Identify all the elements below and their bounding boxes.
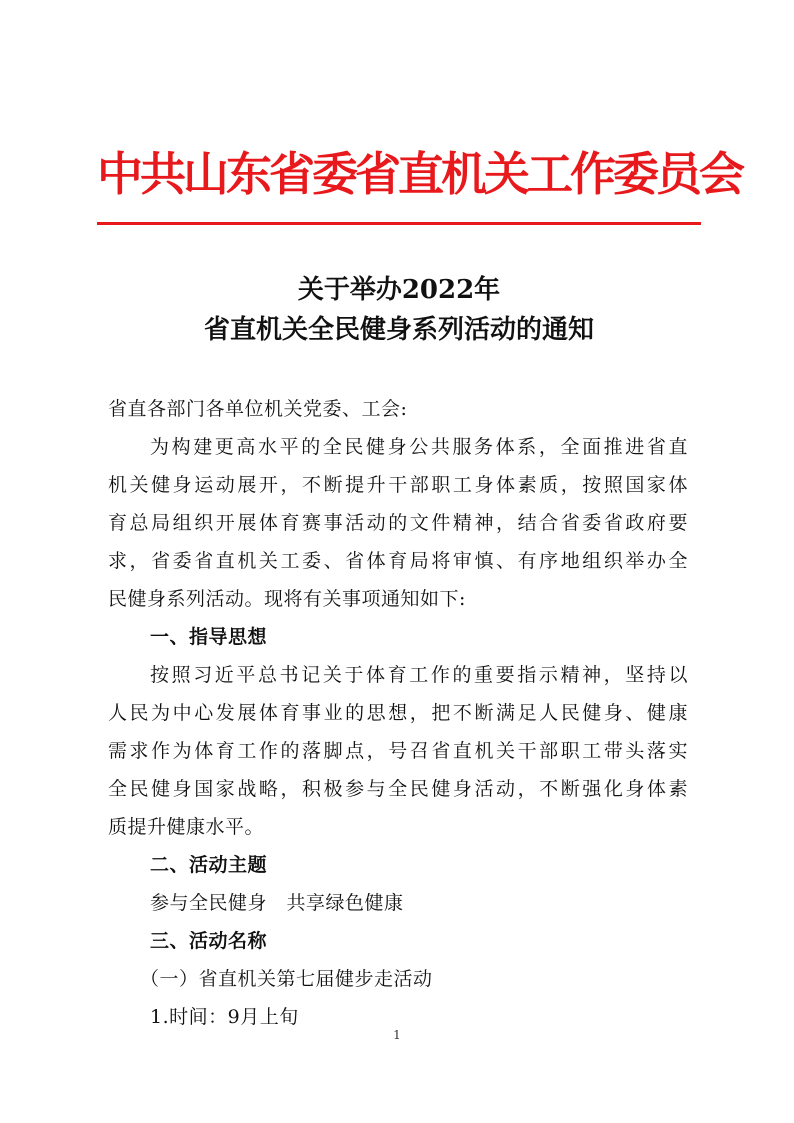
section1-line: 按照习近平总书记关于体育工作的重要指示精神，坚持以 xyxy=(150,664,688,686)
intro-line: 民健身系列活动。现将有关事项通知如下: xyxy=(108,588,466,610)
header-red-rule xyxy=(97,222,701,225)
section1-line: 人民为中心发展体育事业的思想，把不断满足人民健身、健康 xyxy=(108,702,688,724)
intro-line: 为构建更高水平的全民健身公共服务体系，全面推进省直 xyxy=(150,436,688,458)
section1-line: 需求作为体育工作的落脚点，号召省直机关干部职工带头落实 xyxy=(108,740,688,762)
intro-line: 机关健身运动展开，不断提升干部职工身体素质，按照国家体 xyxy=(108,474,688,496)
document-title-line-2: 省直机关全民健身系列活动的通知 xyxy=(203,315,594,345)
activity-theme-text: 参与全民健身 共享绿色健康 xyxy=(150,892,404,914)
intro-line: 求，省委省直机关工委、省体育局将审慎、有序地组织举办全 xyxy=(108,550,688,572)
section1-line: 全民健身国家战略，积极参与全民健身活动，不断强化身体素 xyxy=(108,778,688,800)
subsection-walking-activity: （一）省直机关第七届健步走活动 xyxy=(140,968,433,990)
salutation: 省直各部门各单位机关党委、工会: xyxy=(108,398,408,420)
intro-line: 育总局组织开展体育赛事活动的文件精神，结合省委省政府要 xyxy=(108,512,688,534)
page-number: 1 xyxy=(393,1028,401,1042)
section-heading-activity-theme: 二、活动主题 xyxy=(150,854,268,876)
section-heading-guiding-ideology: 一、指导思想 xyxy=(150,626,268,648)
issuing-organization-header: 中共山东省委省直机关工作委员会 xyxy=(97,147,742,201)
section1-line: 质提升健康水平。 xyxy=(108,816,265,838)
document-title-line-1: 关于举办2022年 xyxy=(297,275,501,305)
item-time: 1.时间：9月上旬 xyxy=(150,1006,299,1028)
section-heading-activity-name: 三、活动名称 xyxy=(150,930,268,952)
